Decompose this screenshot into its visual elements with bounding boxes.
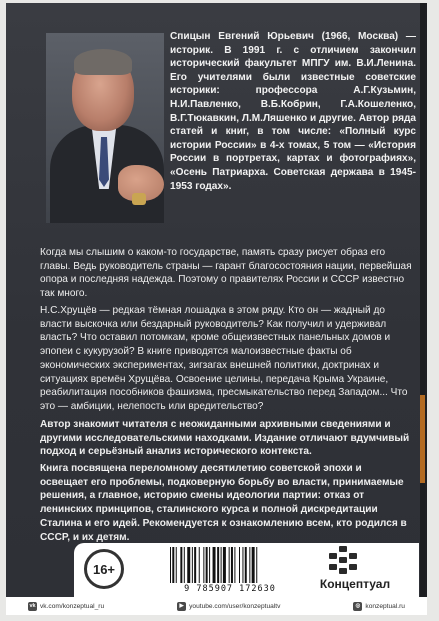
publisher-logo-icon <box>325 545 361 575</box>
instagram-link-text: konzeptual.ru <box>365 602 405 610</box>
isbn-number: 9 785907 172630 <box>184 584 276 594</box>
paragraph-intro: Когда мы слышим о каком-то государстве, память сразу рисует образ его главы. Ведь руководитель страны — гарант благосостояния нации, первейшая опора и последняя надежда. Поэтому о правителях России и СССР известно так много. <box>40 247 412 300</box>
author-bio: Спицын Евгений Юрьевич (1966, Москва) — историк. В 1991 г. с отличием закончил исторический факультет МПГУ им. В.И.Ленина. Его учителями были известные советские историки: профессора А.Г.Кузьмин, Н.И.Павленко, В.Б.Кобрин, Г.А.Кошеленко, В.Г.Тюкавкин, Л.М.Ляшенко и другие. Автор ряда статей и книг, в том числе: «Полный курс истории России» в 4-х томах, 5 том — «История России в портретах, картах и фотографиях», «Осень Патриарха. Советская держава в 1945-1953 годах». <box>170 31 416 192</box>
instagram-link[interactable] <box>353 602 405 611</box>
youtube-icon: ▶ <box>177 602 186 611</box>
paragraph-khrushchev: Н.С.Хрущёв — редкая тёмная лошадка в этом ряду. Кто он — жадный до власти выскочка или бездарный руководитель? Как получил и удерживал власть? Что оставил потомкам, кроме общеизвестных панельных домов и эпопеи с кукурузой? В книге приводятся малоизвестные факты об экономических экспериментах, зигзагах внешней политики, доктринах и ситуациях времён Хрущёва. Освоение целины, передача Крыма Украине, реабилитация пособников фашизма, пресмыкательство перед Западом... Что это — амбиции, нелепость или вредительство? <box>40 305 408 412</box>
instagram-icon: ◎ <box>353 602 362 611</box>
author-photo <box>46 33 164 223</box>
isbn-barcode <box>168 547 292 583</box>
cover-edge <box>420 3 426 615</box>
publisher-name: Концептуал <box>319 577 391 591</box>
orange-edge-tab <box>420 395 425 483</box>
paragraph-author-sources: Автор знакомит читателя с неожиданными архивными сведениями и другими исследовательскими находками. Издание отличают вдумчивый подход и серьёзный анализ исторического контекста. <box>40 419 410 458</box>
youtube-link[interactable] <box>177 602 280 611</box>
vk-icon: vk <box>29 603 36 609</box>
vk-link-text: vk.com/konzeptual_ru <box>40 602 105 610</box>
youtube-link-text: youtube.com/user/konzeptualtv <box>189 602 281 610</box>
age-rating-badge: 16+ <box>84 549 124 589</box>
paragraph-book-summary: Книга посвящена переломному десятилетию советской эпохи и освещает его проблемы, подковерную борьбу во власти, принимаемые решения, а главное, историю смены идеологии партии: отказ от ленинских принципов, сталинского курса и полной дискредитации Сталина и его идей. Рекомендуется к ознакомлению всем, кто родился в СССР, и их детям. <box>40 463 407 543</box>
social-footer <box>6 597 427 615</box>
vk-link[interactable] <box>28 602 104 611</box>
